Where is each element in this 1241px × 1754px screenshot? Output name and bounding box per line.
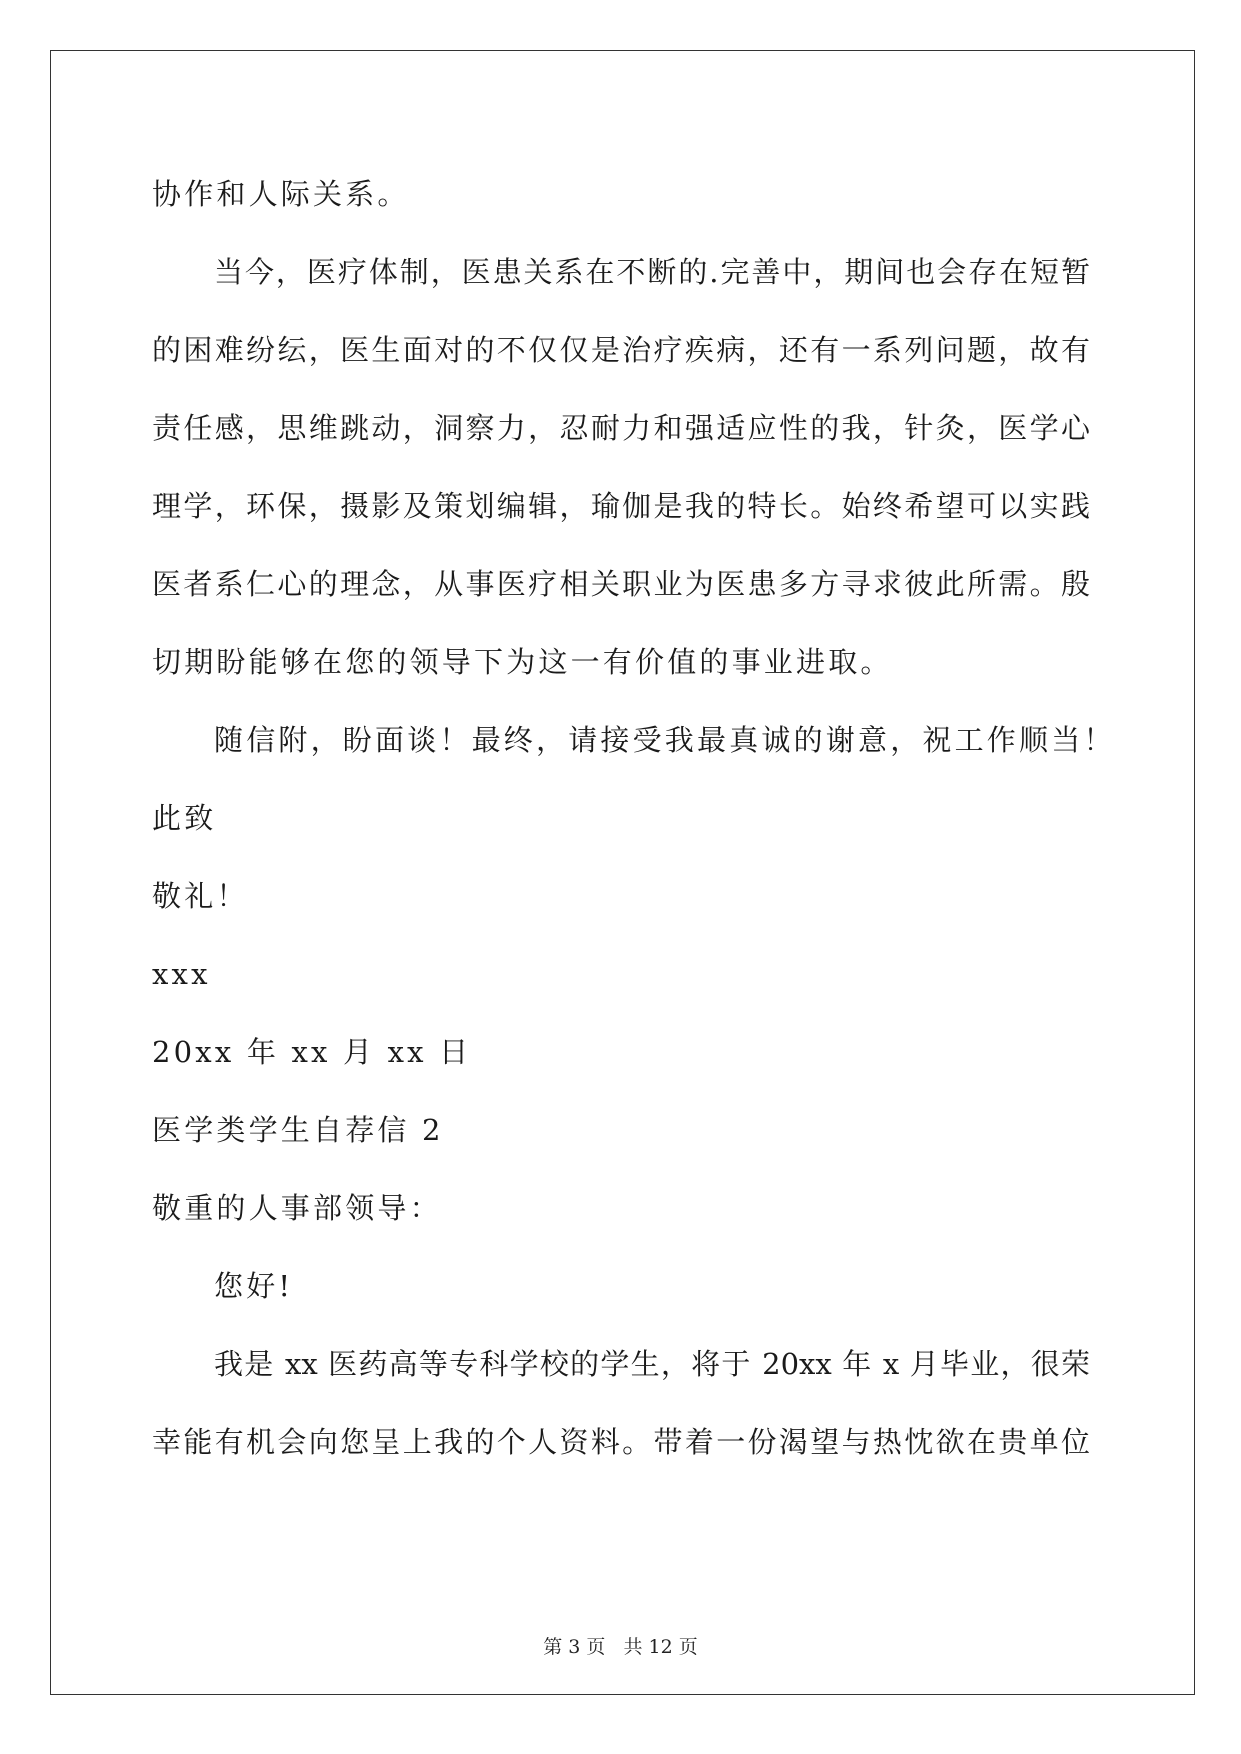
paragraph-line: 切期盼能够在您的领导下为这一有价值的事业进取。 (152, 645, 893, 679)
section-title: 医学类学生自荐信 2 (152, 1113, 444, 1147)
signature-date: 20xx 年 xx 月 xx 日 (152, 1035, 472, 1069)
signature-name: xxx (152, 957, 211, 991)
paragraph-line: 理学，环保，摄影及策划编辑，瑜伽是我的特长。始终希望可以实践 (152, 489, 1090, 523)
greeting: 您好! (214, 1269, 294, 1303)
page-footer (0, 1632, 1241, 1659)
closing-salutation: 此致 (152, 801, 217, 835)
page-number: 第 3 页 (543, 1636, 606, 1658)
paragraph-line: 的困难纷纭，医生面对的不仅仅是治疗疾病，还有一系列问题，故有 (152, 333, 1090, 367)
paragraph-line: 医者系仁心的理念，从事医疗相关职业为医患多方寻求彼此所需。殷 (152, 567, 1090, 601)
paragraph-line: 责任感，思维跳动，洞察力，忍耐力和强适应性的我，针灸，医学心 (152, 411, 1090, 445)
paragraph-line: 我是 xx 医药高等专科学校的学生，将于 20xx 年 x 月毕业，很荣 (214, 1347, 1090, 1381)
paragraph-line: 幸能有机会向您呈上我的个人资料。带着一份渴望与热忱欲在贵单位 (152, 1425, 1090, 1459)
paragraph-line: 随信附，盼面谈！最终，请接受我最真诚的谢意，祝工作顺当！ (214, 723, 1116, 757)
letter-salutation: 敬重的人事部领导： (152, 1191, 442, 1225)
document-body (152, 155, 1116, 1481)
paragraph-line: 当今，医疗体制，医患关系在不断的.完善中，期间也会存在短暂 (214, 255, 1090, 289)
page-total: 共 12 页 (623, 1636, 698, 1658)
closing-regards: 敬礼！ (152, 879, 249, 913)
paragraph-line: 协作和人际关系。 (152, 177, 410, 211)
